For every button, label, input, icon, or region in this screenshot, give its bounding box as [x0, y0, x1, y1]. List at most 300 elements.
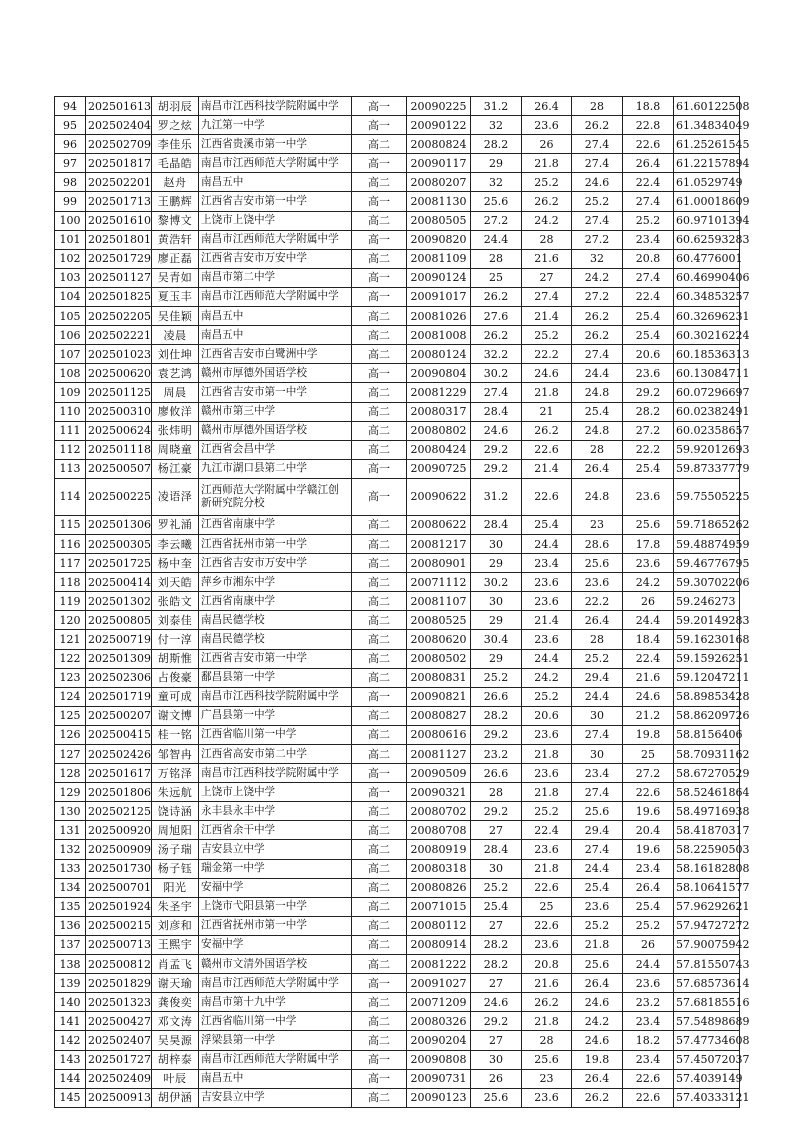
score-1-cell: 29	[471, 649, 522, 668]
total-score-cell: 59.46776795	[674, 554, 740, 573]
score-1-cell: 27	[471, 974, 522, 993]
score-4-cell: 23.6	[623, 364, 674, 383]
grade-cell: 高二	[352, 534, 407, 553]
name-cell: 邓文涛	[152, 1012, 199, 1031]
total-score-cell: 57.90075942	[674, 935, 740, 954]
name-cell: 毛晶皓	[152, 154, 199, 173]
school-cell: 江西省吉安市第一中学	[199, 649, 352, 668]
grade-cell: 高一	[352, 154, 407, 173]
grade-cell: 高二	[352, 745, 407, 764]
score-2-cell: 23.6	[522, 764, 572, 783]
score-2-cell: 23.6	[522, 725, 572, 744]
score-2-cell: 25.6	[522, 1050, 572, 1069]
score-4-cell: 25.6	[623, 515, 674, 534]
name-cell: 吴昊源	[152, 1031, 199, 1050]
birthdate-cell: 20090321	[407, 783, 471, 802]
table-row	[55, 821, 740, 840]
score-3-cell: 23.6	[572, 573, 623, 592]
score-4-cell: 27.2	[623, 421, 674, 440]
grade-cell: 高二	[352, 1088, 407, 1107]
name-cell: 杨江豪	[152, 459, 199, 478]
student-id-cell: 202501302	[86, 592, 152, 611]
score-2-cell: 20.6	[522, 706, 572, 725]
total-score-cell: 57.40333121	[674, 1088, 740, 1107]
score-1-cell: 25.6	[471, 192, 522, 211]
grade-cell: 高二	[352, 573, 407, 592]
school-cell: 江西省吉安市白鹭洲中学	[199, 345, 352, 364]
grade-cell: 高一	[352, 459, 407, 478]
school-cell: 南昌市江西师范大学附属中学	[199, 1050, 352, 1069]
birthdate-cell: 20080702	[407, 802, 471, 821]
score-4-cell: 25.4	[623, 897, 674, 916]
rank-cell: 133	[55, 859, 86, 878]
grade-cell: 高二	[352, 307, 407, 326]
score-4-cell: 19.6	[623, 840, 674, 859]
rank-cell: 114	[55, 478, 86, 515]
total-score-cell: 60.46990406	[674, 268, 740, 287]
score-4-cell: 23.6	[623, 554, 674, 573]
name-cell: 龚俊奕	[152, 993, 199, 1012]
name-cell: 罗礼涌	[152, 515, 199, 534]
score-1-cell: 29.2	[471, 725, 522, 744]
total-score-cell: 60.4776001	[674, 249, 740, 268]
name-cell: 赵舟	[152, 173, 199, 192]
birthdate-cell: 20091017	[407, 287, 471, 306]
score-3-cell: 24.2	[572, 1012, 623, 1031]
grade-cell: 高一	[352, 1069, 407, 1088]
table-row	[55, 307, 740, 326]
score-1-cell: 32.2	[471, 345, 522, 364]
birthdate-cell: 20071112	[407, 573, 471, 592]
score-2-cell: 20.8	[522, 955, 572, 974]
table-row	[55, 1031, 740, 1050]
score-4-cell: 18.2	[623, 1031, 674, 1050]
rank-cell: 140	[55, 993, 86, 1012]
name-cell: 王熙宇	[152, 935, 199, 954]
score-4-cell: 24.4	[623, 955, 674, 974]
name-cell: 吴青如	[152, 268, 199, 287]
table-row	[55, 154, 740, 173]
birthdate-cell: 20080620	[407, 630, 471, 649]
table-row	[55, 421, 740, 440]
score-1-cell: 29	[471, 554, 522, 573]
student-id-cell: 202502306	[86, 668, 152, 687]
rank-cell: 137	[55, 935, 86, 954]
student-id-cell: 202500225	[86, 478, 152, 515]
score-3-cell: 22.2	[572, 592, 623, 611]
school-cell: 吉安县立中学	[199, 1088, 352, 1107]
school-cell: 江西省吉安市万安中学	[199, 249, 352, 268]
rank-cell: 100	[55, 211, 86, 230]
birthdate-cell: 20080802	[407, 421, 471, 440]
birthdate-cell: 20080919	[407, 840, 471, 859]
table-row	[55, 592, 740, 611]
grade-cell: 高一	[352, 764, 407, 783]
rank-cell: 120	[55, 611, 86, 630]
score-1-cell: 26.6	[471, 764, 522, 783]
score-3-cell: 24.6	[572, 993, 623, 1012]
table-row	[55, 192, 740, 211]
score-4-cell: 29.2	[623, 383, 674, 402]
rank-cell: 130	[55, 802, 86, 821]
total-score-cell: 61.25261545	[674, 135, 740, 154]
score-3-cell: 26.2	[572, 1088, 623, 1107]
total-score-cell: 57.96292621	[674, 897, 740, 916]
birthdate-cell: 20080326	[407, 1012, 471, 1031]
name-cell: 凌晨	[152, 326, 199, 345]
score-1-cell: 25.2	[471, 668, 522, 687]
score-3-cell: 29.4	[572, 821, 623, 840]
rank-cell: 121	[55, 630, 86, 649]
total-score-cell: 58.49716938	[674, 802, 740, 821]
score-2-cell: 24.4	[522, 649, 572, 668]
birthdate-cell: 20090725	[407, 459, 471, 478]
total-score-cell: 60.07296697	[674, 383, 740, 402]
score-2-cell: 27.4	[522, 287, 572, 306]
birthdate-cell: 20090117	[407, 154, 471, 173]
rank-cell: 119	[55, 592, 86, 611]
school-cell: 永丰县永丰中学	[199, 802, 352, 821]
student-id-cell: 202500701	[86, 878, 152, 897]
score-2-cell: 24.6	[522, 364, 572, 383]
score-table	[54, 96, 750, 1108]
name-cell: 胡斯惟	[152, 649, 199, 668]
score-4-cell: 24.4	[623, 611, 674, 630]
table-row	[55, 1069, 740, 1088]
name-cell: 胡伊涵	[152, 1088, 199, 1107]
score-3-cell: 27.4	[572, 211, 623, 230]
school-cell: 江西省抚州市第一中学	[199, 534, 352, 553]
total-score-cell: 61.60122508	[674, 97, 740, 116]
score-2-cell: 23.6	[522, 116, 572, 135]
school-cell: 广昌县第一中学	[199, 706, 352, 725]
student-id-cell: 202500620	[86, 364, 152, 383]
score-2-cell: 26.4	[522, 97, 572, 116]
total-score-cell: 57.68185516	[674, 993, 740, 1012]
rank-cell: 115	[55, 515, 86, 534]
score-4-cell: 25	[623, 745, 674, 764]
score-1-cell: 31.2	[471, 478, 522, 515]
table-row	[55, 993, 740, 1012]
score-3-cell: 25.6	[572, 554, 623, 573]
birthdate-cell: 20080317	[407, 402, 471, 421]
total-score-cell: 58.10641577	[674, 878, 740, 897]
score-2-cell: 23.6	[522, 1088, 572, 1107]
score-3-cell: 27.4	[572, 840, 623, 859]
name-cell: 汤子瑞	[152, 840, 199, 859]
rank-cell: 128	[55, 764, 86, 783]
student-id-cell: 202501727	[86, 1050, 152, 1069]
score-2-cell: 23.6	[522, 573, 572, 592]
score-1-cell: 31.2	[471, 97, 522, 116]
grade-cell: 高二	[352, 135, 407, 154]
school-cell: 江西省贵溪市第一中学	[199, 135, 352, 154]
score-3-cell: 23.6	[572, 897, 623, 916]
score-2-cell: 26	[522, 135, 572, 154]
school-cell: 江西省南康中学	[199, 515, 352, 534]
school-cell: 九江市湖口县第二中学	[199, 459, 352, 478]
name-cell: 刘天皓	[152, 573, 199, 592]
rank-cell: 143	[55, 1050, 86, 1069]
score-3-cell: 28	[572, 630, 623, 649]
score-1-cell: 30.2	[471, 364, 522, 383]
score-1-cell: 28	[471, 249, 522, 268]
student-id-cell: 202501806	[86, 783, 152, 802]
total-score-cell: 57.47734608	[674, 1031, 740, 1050]
score-2-cell: 22.6	[522, 878, 572, 897]
score-1-cell: 28	[471, 783, 522, 802]
score-1-cell: 27.6	[471, 307, 522, 326]
birthdate-cell: 20080708	[407, 821, 471, 840]
score-4-cell: 21.6	[623, 668, 674, 687]
total-score-cell: 57.54898689	[674, 1012, 740, 1031]
rank-cell: 135	[55, 897, 86, 916]
rank-cell: 123	[55, 668, 86, 687]
student-id-cell: 202501613	[86, 97, 152, 116]
school-cell: 江西省高安市第二中学	[199, 745, 352, 764]
school-cell: 浮梁县第一中学	[199, 1031, 352, 1050]
student-id-cell: 202501817	[86, 154, 152, 173]
score-1-cell: 32	[471, 173, 522, 192]
school-cell: 南昌市第十九中学	[199, 993, 352, 1012]
rank-cell: 125	[55, 706, 86, 725]
table-row	[55, 230, 740, 249]
school-cell: 江西省吉安市万安中学	[199, 554, 352, 573]
birthdate-cell: 20091027	[407, 974, 471, 993]
score-4-cell: 23.4	[623, 1050, 674, 1069]
table-row	[55, 515, 740, 534]
score-3-cell: 19.8	[572, 1050, 623, 1069]
school-cell: 南昌民德学校	[199, 611, 352, 630]
score-4-cell: 25.2	[623, 211, 674, 230]
school-cell: 瑞金第一中学	[199, 859, 352, 878]
score-3-cell: 23.4	[572, 764, 623, 783]
score-2-cell: 21.4	[522, 459, 572, 478]
birthdate-cell: 20080124	[407, 345, 471, 364]
birthdate-cell: 20090509	[407, 764, 471, 783]
school-cell: 上饶市弋阳县第一中学	[199, 897, 352, 916]
table-row	[55, 955, 740, 974]
table-row	[55, 974, 740, 993]
student-id-cell: 202501801	[86, 230, 152, 249]
birthdate-cell: 20080616	[407, 725, 471, 744]
score-1-cell: 32	[471, 116, 522, 135]
score-4-cell: 25.2	[623, 916, 674, 935]
score-3-cell: 23	[572, 515, 623, 534]
table-row	[55, 840, 740, 859]
birthdate-cell: 20080424	[407, 440, 471, 459]
grade-cell: 高二	[352, 955, 407, 974]
score-2-cell: 24.2	[522, 211, 572, 230]
score-2-cell: 21.8	[522, 154, 572, 173]
name-cell: 杨子钰	[152, 859, 199, 878]
table-row	[55, 783, 740, 802]
score-3-cell: 30	[572, 706, 623, 725]
total-score-cell: 59.71865262	[674, 515, 740, 534]
score-3-cell: 25.4	[572, 878, 623, 897]
rank-cell: 117	[55, 554, 86, 573]
rank-cell: 112	[55, 440, 86, 459]
grade-cell: 高二	[352, 383, 407, 402]
school-cell: 南昌五中	[199, 173, 352, 192]
total-score-cell: 57.68573614	[674, 974, 740, 993]
table-row	[55, 249, 740, 268]
table-row	[55, 630, 740, 649]
score-4-cell: 18.8	[623, 97, 674, 116]
total-score-cell: 60.34853257	[674, 287, 740, 306]
student-id-cell: 202500913	[86, 1088, 152, 1107]
score-4-cell: 25.4	[623, 459, 674, 478]
score-2-cell: 23.4	[522, 554, 572, 573]
score-1-cell: 29.2	[471, 459, 522, 478]
student-id-cell: 202501309	[86, 649, 152, 668]
score-3-cell: 29.4	[572, 668, 623, 687]
table-row	[55, 402, 740, 421]
birthdate-cell: 20081222	[407, 955, 471, 974]
total-score-cell: 59.30702206	[674, 573, 740, 592]
rank-cell: 98	[55, 173, 86, 192]
student-id-cell: 202500427	[86, 1012, 152, 1031]
score-2-cell: 28	[522, 1031, 572, 1050]
birthdate-cell: 20081130	[407, 192, 471, 211]
birthdate-cell: 20081229	[407, 383, 471, 402]
rank-cell: 132	[55, 840, 86, 859]
score-1-cell: 27	[471, 916, 522, 935]
total-score-cell: 58.86209726	[674, 706, 740, 725]
student-id-cell: 202501617	[86, 764, 152, 783]
name-cell: 凌语泽	[152, 478, 199, 515]
grade-cell: 高二	[352, 326, 407, 345]
table-row	[55, 364, 740, 383]
rank-cell: 138	[55, 955, 86, 974]
name-cell: 谢天瑜	[152, 974, 199, 993]
student-id-cell: 202500805	[86, 611, 152, 630]
score-2-cell: 25.4	[522, 515, 572, 534]
name-cell: 付一淳	[152, 630, 199, 649]
table-row	[55, 554, 740, 573]
student-id-cell: 202501719	[86, 687, 152, 706]
score-3-cell: 26.4	[572, 611, 623, 630]
score-1-cell: 30	[471, 1050, 522, 1069]
total-score-cell: 60.13084711	[674, 364, 740, 383]
score-4-cell: 22.6	[623, 135, 674, 154]
school-cell: 赣州市厚德外国语学校	[199, 421, 352, 440]
total-score-cell: 58.8156406	[674, 725, 740, 744]
table-row	[55, 268, 740, 287]
table-row	[55, 668, 740, 687]
table-row	[55, 859, 740, 878]
student-id-cell: 202502221	[86, 326, 152, 345]
name-cell: 周旭阳	[152, 821, 199, 840]
student-id-cell: 202500414	[86, 573, 152, 592]
rank-cell: 97	[55, 154, 86, 173]
score-3-cell: 24.6	[572, 1031, 623, 1050]
score-2-cell: 21.4	[522, 307, 572, 326]
score-1-cell: 26.2	[471, 326, 522, 345]
total-score-cell: 61.22157894	[674, 154, 740, 173]
grade-cell: 高二	[352, 345, 407, 364]
table-row	[55, 116, 740, 135]
student-id-cell: 202500920	[86, 821, 152, 840]
score-2-cell: 25.2	[522, 173, 572, 192]
total-score-cell: 59.12047211	[674, 668, 740, 687]
grade-cell: 高二	[352, 802, 407, 821]
score-2-cell: 21.6	[522, 249, 572, 268]
school-cell: 江西省临川第一中学	[199, 725, 352, 744]
student-id-cell: 202500415	[86, 725, 152, 744]
score-3-cell: 26.4	[572, 459, 623, 478]
score-2-cell: 23.6	[522, 630, 572, 649]
total-score-cell: 58.41870317	[674, 821, 740, 840]
birthdate-cell: 20080622	[407, 515, 471, 534]
score-1-cell: 29.2	[471, 802, 522, 821]
grade-cell: 高一	[352, 116, 407, 135]
score-4-cell: 25.4	[623, 307, 674, 326]
birthdate-cell: 20080901	[407, 554, 471, 573]
student-id-cell: 202501924	[86, 897, 152, 916]
total-score-cell: 59.48874959	[674, 534, 740, 553]
grade-cell: 高二	[352, 706, 407, 725]
table-row	[55, 916, 740, 935]
score-1-cell: 30	[471, 859, 522, 878]
grade-cell: 高二	[352, 421, 407, 440]
total-score-cell: 61.0529749	[674, 173, 740, 192]
school-cell: 江西省临川第一中学	[199, 1012, 352, 1031]
table-row	[55, 897, 740, 916]
school-cell: 南昌市江西师范大学附属中学	[199, 287, 352, 306]
birthdate-cell: 20090225	[407, 97, 471, 116]
table-row	[55, 211, 740, 230]
name-cell: 桂一铭	[152, 725, 199, 744]
score-3-cell: 27.2	[572, 287, 623, 306]
score-2-cell: 26.2	[522, 993, 572, 1012]
student-id-cell: 202500305	[86, 534, 152, 553]
grade-cell: 高一	[352, 1050, 407, 1069]
name-cell: 张皓文	[152, 592, 199, 611]
score-1-cell: 28.2	[471, 955, 522, 974]
name-cell: 阳光	[152, 878, 199, 897]
rank-cell: 96	[55, 135, 86, 154]
rank-cell: 104	[55, 287, 86, 306]
student-id-cell: 202501127	[86, 268, 152, 287]
school-cell: 南昌五中	[199, 1069, 352, 1088]
student-id-cell: 202501118	[86, 440, 152, 459]
student-id-cell: 202500215	[86, 916, 152, 935]
student-id-cell: 202501729	[86, 249, 152, 268]
score-3-cell: 24.4	[572, 687, 623, 706]
student-id-cell: 202500812	[86, 955, 152, 974]
birthdate-cell: 20080112	[407, 916, 471, 935]
name-cell: 吴佳颖	[152, 307, 199, 326]
rank-cell: 111	[55, 421, 86, 440]
birthdate-cell: 20081026	[407, 307, 471, 326]
total-score-cell: 60.18536313	[674, 345, 740, 364]
total-score-cell: 58.16182808	[674, 859, 740, 878]
score-1-cell: 27.2	[471, 211, 522, 230]
school-cell: 南昌市江西科技学院附属中学	[199, 97, 352, 116]
table-row	[55, 135, 740, 154]
name-cell: 周晓童	[152, 440, 199, 459]
score-1-cell: 23.2	[471, 745, 522, 764]
name-cell: 刘仕坤	[152, 345, 199, 364]
birthdate-cell: 20080827	[407, 706, 471, 725]
score-2-cell: 21.8	[522, 859, 572, 878]
rank-cell: 144	[55, 1069, 86, 1088]
score-4-cell: 18.4	[623, 630, 674, 649]
grade-cell: 高二	[352, 554, 407, 573]
score-2-cell: 23	[522, 1069, 572, 1088]
total-score-cell: 59.87337779	[674, 459, 740, 478]
